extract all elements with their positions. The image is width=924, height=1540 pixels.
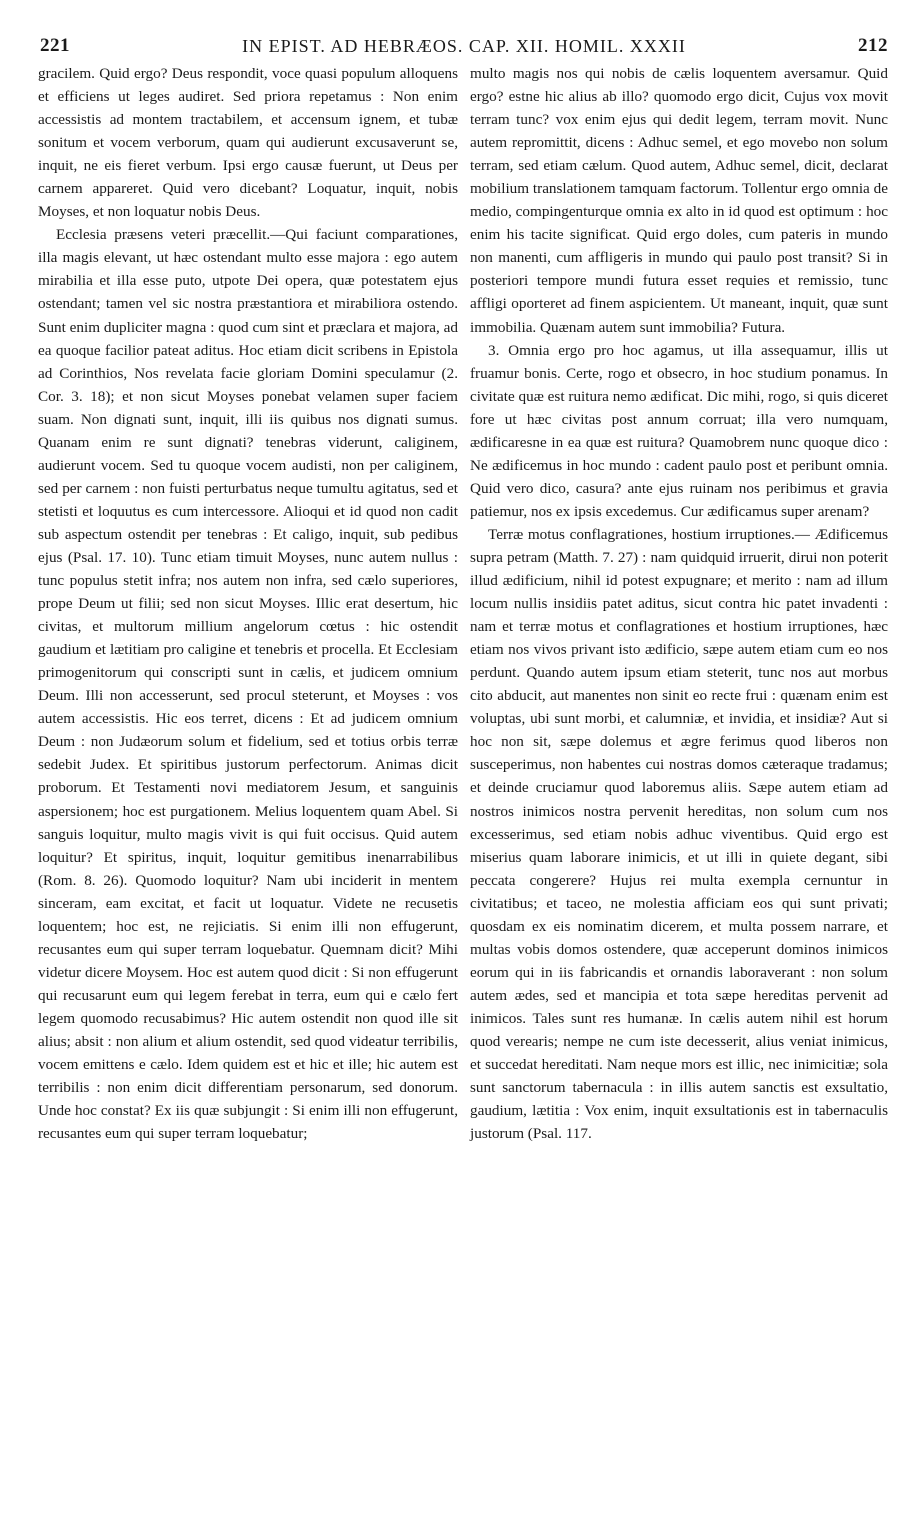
running-title: IN EPIST. AD HEBRÆOS. CAP. XII. HOMIL. XXXII <box>242 35 686 56</box>
paragraph: 3. Omnia ergo pro hoc agamus, ut illa assequamur, illis ut fruamur bonis. Certe, rogo et obsecro, in hoc studium ponamus. In civitate quæ est ruitura nemo ædificat. Dic mihi, rogo, si quis diceret fore ut hæc civitas post annum corruat; illa vero numquam, ædificaresne in ea quæ est ruitura? Quamobrem nunc quoque dico : Ne ædificemus in hoc mundo : cadent paulo post et peribunt omnia. Quid vero dico, casura? ante ejus ruinam nos peribimus et gravia patiemur, nos ex ipsis excedemus. Cur ædificamus super arenam? <box>470 341 888 520</box>
page-number-left: 221 <box>40 35 70 56</box>
paragraph: gracilem. Quid ergo? Deus respondit, voce quasi populum alloquens et efficiens ut leges audiret. Sed priora repetamus : Non enim accessistis ad montem tractabilem, et accensum ignem, et tubæ sonitum et vocem verborum, quam qui audierunt excusaverunt se, inquit, ne eis fieret verbum. Ipsi ergo causæ fuerunt, ut Deus per carnem appareret. Quid vero dicebant? Loquatur, inquit, nobis Moyses, et non loquatur nobis Deus. <box>38 65 458 221</box>
page-number-right: 212 <box>858 35 888 56</box>
left-column <box>38 62 458 1145</box>
running-header <box>40 33 888 59</box>
right-column <box>470 62 888 1145</box>
paragraph: Ecclesia præsens veteri præcellit.—Qui faciunt comparationes, illa magis elevant, ut hæc ostendant multo esse majora : ego autem mirabilia et illa esse puto, utpote Dei opera, quæ potestatem ejus ostendant; tamen vel sic nostra præstantiora et mirabiliora ostendo. Sunt enim dupliciter magna : quod cum sint et præclara et majora, ad ea quoque facilior pateat aditus. Hoc etiam dicit scribens in Epistola ad Corinthios, Nos revelata facie gloriam Domini speculamur (2. Cor. 3. 18); et non sicut Moyses ponebat velamen super faciem suam. Non dignati sunt, inquit, illi iis quibus nos dignati sumus. Quanam enim re sunt dignati? tenebras viderunt, caliginem, audierunt vocem. Sed tu quoque vocem audisti, non per caliginem, sed per carnem : non fuisti perturbatus neque tumultu agitatus, sed et stetisti et loquutus es cum intercessore. Alioqui et id quod non cadit sub aspectum ostendit per tenebras : Et caligo, inquit, sub pedibus ejus (Psal. 17. 10). Tunc etiam timuit Moyses, nunc autem nullus : tunc populus stetit infra; nos autem non infra, sed cælo superiores, prope Deum ut filii; sed non sicut Moyses. Illic erat desertum, hic civitas, et multorum millium angelorum cœtus : hic ostendit gaudium et lætitiam pro caligine et tenebris et procella. Et Ecclesiam primogenitorum qui conscripti sunt in cælis, et judicem omnium Deum. Illi non accesserunt, sed procul steterunt, et Moyses : vos autem accessistis. Hic eos terret, dicens : Et ad judicem omnium Deum : non Judæorum solum et fidelium, sed et totius orbis terræ sedebit Judex. Et spiritibus justorum perfectorum. Animas dicit proborum. Et Testamenti novi mediatorem Jesum, et sanguinis aspersionem; hoc est purgationem. Melius loquentem quam Abel. Si sanguis loquitur, multo magis vivit is qui fuit occisus. Quid autem loquitur? Et spiritus, inquit, loquitur gemitibus inenarrabilibus (Rom. 8. 26). Quomodo loquitur? Nam ubi inciderit in mentem sinceram, eam excitat, et facit ut loquatur. Videte ne recusetis loquentem; hoc est, ne rejiciatis. Si enim illi non effugerunt, recusantes eum qui super terram loquebatur. Quemnam dicit? Mihi videtur dicere Moysem. Hoc est autem quod dicit : Si non effugerunt qui recusarunt eum qui legem ferebat in terra, eum qui e cælo fert legem quomodo recusabimus? Hic autem ostendit non quod ille sit alius; absit : non alium et alium ostendit, sed quod videatur terribilis, vocem emittens e cælo. Idem quidem est et hic et ille; hic autem est terribilis : non enim dicit differentiam personarum, sed donorum. Unde hoc constat? Ex iis quæ subjungit : Si enim illi non effugerunt, recusantes eum qui super terram loquebatur; <box>38 226 458 1143</box>
paragraph: multo magis nos qui nobis de cælis loquentem aversamur. Quid ergo? estne hic alius ab illo? quomodo ergo dicit, Cujus vox movit terram tunc? vox enim ejus qui dedit legem, terram movit. Nunc autem repromittit, dicens : Adhuc semel, et ego movebo non solum terram, sed etiam cælum. Quod autem, Adhuc semel, dicit, declarat mobilium translationem tamquam factorum. Tollentur ergo omnia de medio, compingenturque omnia ex alto in id quod est optimum : hoc enim his tacite significat. Quid ergo doles, cum pateris in mundo non manenti, cum affligeris in mundo qui paulo post transit? Si in posteriori tempore mundi futura esset requies et remissio, tunc affligi oporteret ad finem aspicientem. Ut maneant, inquit, quæ sunt immobilia. Quænam autem sunt immobilia? Futura. <box>470 65 888 336</box>
paragraph: Terræ motus conflagrationes, hostium irruptiones.— Ædificemus supra petram (Matth. 7. 27) : nam quidquid irruerit, dirui non poterit illud ædificium, nihil id potest expugnare; et merito : nam ad illum locum nullis insidiis patet aditus, sicut contra hic patet invadenti : nam et terræ motus et conflagrationes et hostium irruptiones, hæc etiam nos vivos privant isto ædificio, sæpe autem etiam cum eo nos perdunt. Quando autem ipsum etiam steterit, tunc nos aut morbus cito abducit, aut manentes non sinit eo recte frui : quænam enim est voluptas, ubi sunt morbi, et calumniæ, et invidia, et insidiæ? Aut si hoc non sit, sæpe dolemus et ægre ferimus quod liberos non susceperimus, non habentes cui nostras domos cæteraque tradamus; et deinde cruciamur quod laboremus aliis. Sæpe autem etiam ad nostros inimicos nostra pervenit hereditas, non solum cum nos excesserimus, sed etiam nobis adhuc viventibus. Quid ergo est miserius quam laborare inimicis, et ut illi in quiete degant, sibi peccata congerere? Hujus rei multa exempla cernuntur in civitatibus; et taceo, ne molestia afficiam eos qui sunt privati; quosdam ex eis nominatim dicerem, et multa possem narrare, et multas vobis domos ostendere, quæ acceperunt dominos inimicos eorum qui in iis fabricandis et ornandis laboraverant : non solum autem ædes, sed et mancipia et tota sæpe hereditas pervenit ad inimicos. Tales sunt res humanæ. In cælis autem nihil est horum quod verearis; nempe ne cum iste decesserit, alius veniat inimicus, et succedat hereditati. Nam neque mors est illic, nec inimicitiæ; sola sunt sanctorum tabernacula : in illis autem sanctis est exsultatio, gaudium, lætitia : Vox enim, inquit exsultationis est in tabernaculis justorum (Psal. 117. <box>470 525 888 1143</box>
